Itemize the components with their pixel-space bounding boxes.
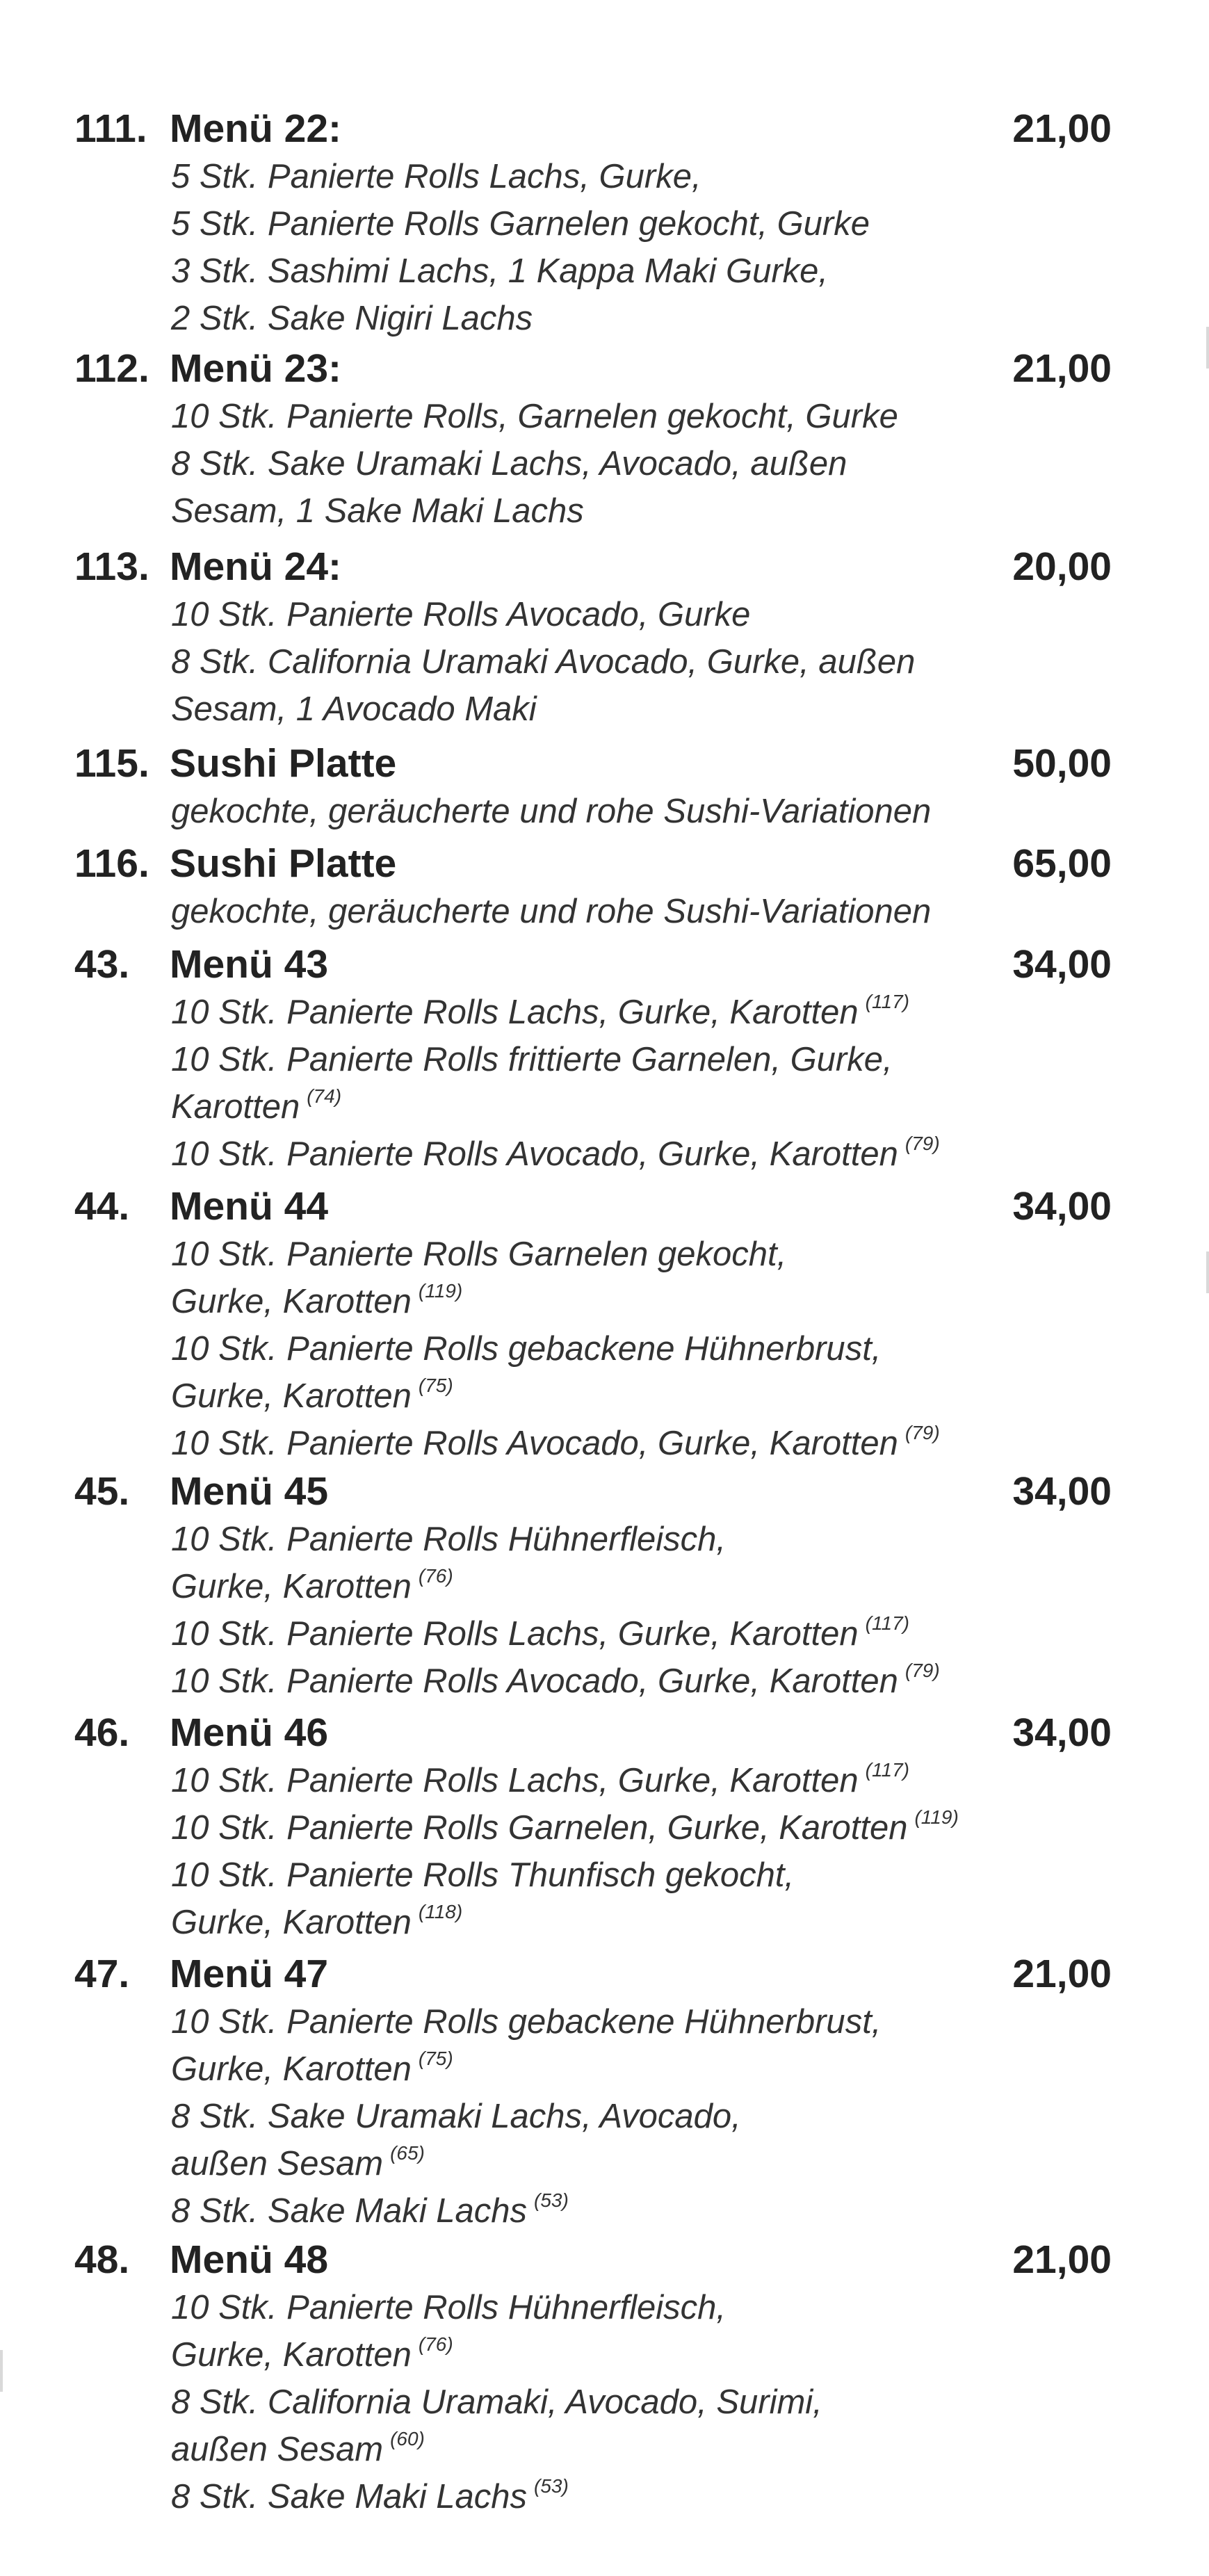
reference-number: (79) (904, 1660, 940, 1681)
menu-item-description (171, 888, 1075, 935)
description-line (171, 1516, 1075, 1563)
menu-item-description (171, 1998, 1075, 2235)
reference-number: (117) (865, 1612, 909, 1634)
description-line (171, 1804, 1075, 1852)
description-text: Gurke, Karotten (171, 2050, 412, 2088)
reference-number: (60) (390, 2428, 425, 2449)
scan-edge-mark (1206, 1251, 1209, 1293)
menu-item-number: 43. (74, 942, 130, 987)
menu-item-number: 112. (74, 346, 149, 391)
menu-item-number: 116. (74, 841, 149, 886)
description-text: 8 Stk. Sake Maki Lachs (171, 2478, 528, 2516)
description-line (171, 989, 1075, 1036)
menu-item-title: Sushi Platte (170, 741, 397, 786)
menu-item-description (171, 989, 1075, 1178)
menu-item-price: 34,00 (1012, 1710, 1112, 1755)
description-text: 10 Stk. Panierte Rolls Lachs, Gurke, Karotten (171, 994, 859, 1031)
reference-number: (75) (418, 1375, 453, 1396)
scan-edge-mark (0, 2350, 3, 2392)
description-text: 10 Stk. Panierte Rolls Hühnerfleisch, (171, 2289, 726, 2326)
reference-number: (74) (307, 1085, 342, 1107)
description-text: 10 Stk. Panierte Rolls Garnelen gekocht, (171, 1236, 787, 1273)
menu-item-description (171, 788, 1075, 835)
description-line (171, 2284, 1075, 2331)
description-line (171, 393, 1075, 440)
description-text: Gurke, Karotten (171, 1568, 412, 1605)
description-text: 2 Stk. Sake Nigiri Lachs (171, 300, 533, 337)
description-line (171, 295, 1075, 342)
menu-item-price: 50,00 (1012, 741, 1112, 786)
description-line (171, 2046, 1075, 2093)
description-line (171, 2187, 1075, 2235)
description-text: Karotten (171, 1088, 300, 1126)
reference-number: (53) (534, 2475, 569, 2497)
menu-item-title: Menü 23: (170, 346, 342, 391)
description-text: 10 Stk. Panierte Rolls frittierte Garnelen, Gurke, (171, 1041, 893, 1078)
description-line (171, 2426, 1075, 2473)
menu-item-number: 115. (74, 741, 149, 786)
description-text: Gurke, Karotten (171, 1283, 412, 1320)
description-line (171, 1610, 1075, 1658)
description-text: 10 Stk. Panierte Rolls Avocado, Gurke, Karotten (171, 1662, 898, 1700)
description-text: 10 Stk. Panierte Rolls Avocado, Gurke (171, 596, 751, 633)
description-line (171, 1325, 1075, 1372)
reference-number: (117) (865, 1759, 909, 1781)
description-line (171, 591, 1075, 638)
reference-number: (76) (418, 2333, 453, 2355)
description-text: 10 Stk. Panierte Rolls Lachs, Gurke, Karotten (171, 1615, 859, 1653)
menu-item-price: 20,00 (1012, 544, 1112, 589)
description-line (171, 487, 1075, 535)
description-line (171, 888, 1075, 935)
description-line (171, 638, 1075, 686)
menu-item-title: Menü 47 (170, 1952, 329, 1996)
description-line (171, 788, 1075, 835)
menu-item-description (171, 1231, 1075, 1467)
menu-item-number: 46. (74, 1710, 130, 1755)
description-text: 8 Stk. California Uramaki, Avocado, Surimi, (171, 2383, 822, 2421)
description-line (171, 1420, 1075, 1467)
description-text: 10 Stk. Panierte Rolls gebackene Hühnerbrust, (171, 2003, 882, 2041)
description-line (171, 1278, 1075, 1325)
description-line (171, 153, 1075, 200)
menu-item-description (171, 393, 1075, 535)
menu-item-number: 45. (74, 1469, 130, 1514)
description-text: gekochte, geräucherte und rohe Sushi-Variationen (171, 893, 932, 930)
description-text: 5 Stk. Panierte Rolls Lachs, Gurke, (171, 158, 701, 195)
description-text: Sesam, 1 Sake Maki Lachs (171, 492, 584, 530)
description-text: Sesam, 1 Avocado Maki (171, 690, 537, 728)
reference-number: (65) (390, 2142, 425, 2164)
description-line (171, 1658, 1075, 1705)
description-text: Gurke, Karotten (171, 1377, 412, 1415)
description-line (171, 2093, 1075, 2140)
menu-item-title: Menü 44 (170, 1184, 329, 1229)
description-line (171, 1563, 1075, 1610)
menu-item-number: 48. (74, 2237, 130, 2282)
menu-item-price: 21,00 (1012, 1952, 1112, 1996)
menu-item-number: 113. (74, 544, 149, 589)
description-line (171, 686, 1075, 733)
menu-item-title: Menü 48 (170, 2237, 329, 2282)
reference-number: (119) (914, 1806, 959, 1828)
description-line (171, 1231, 1075, 1278)
menu-item-description (171, 1516, 1075, 1705)
description-text: Gurke, Karotten (171, 2336, 412, 2374)
menu-item-price: 34,00 (1012, 1469, 1112, 1514)
description-line (171, 440, 1075, 487)
description-text: gekochte, geräucherte und rohe Sushi-Variationen (171, 793, 932, 830)
menu-item-description (171, 2284, 1075, 2520)
description-text: 10 Stk. Panierte Rolls, Garnelen gekocht, Gurke (171, 398, 898, 435)
description-line (171, 2140, 1075, 2187)
reference-number: (79) (904, 1422, 940, 1443)
description-line (171, 1372, 1075, 1420)
description-line (171, 1083, 1075, 1131)
description-text: 10 Stk. Panierte Rolls Garnelen, Gurke, Karotten (171, 1809, 908, 1847)
description-text: 5 Stk. Panierte Rolls Garnelen gekocht, Gurke (171, 205, 870, 243)
description-line (171, 1852, 1075, 1899)
description-line (171, 2331, 1075, 2379)
menu-item-description (171, 153, 1075, 342)
reference-number: (119) (418, 1280, 463, 1302)
description-text: 8 Stk. California Uramaki Avocado, Gurke, außen (171, 643, 916, 681)
description-text: 10 Stk. Panierte Rolls Avocado, Gurke, Karotten (171, 1135, 898, 1173)
menu-item-number: 111. (74, 106, 147, 151)
description-text: 8 Stk. Sake Uramaki Lachs, Avocado, außen (171, 445, 847, 483)
description-line (171, 1131, 1075, 1178)
menu-item-description (171, 1757, 1075, 1946)
description-line (171, 1899, 1075, 1946)
description-text: 10 Stk. Panierte Rolls Thunfisch gekocht, (171, 1856, 795, 1894)
menu-item-price: 21,00 (1012, 106, 1112, 151)
description-text: Gurke, Karotten (171, 1904, 412, 1941)
reference-number: (79) (904, 1133, 940, 1154)
reference-number: (76) (418, 1565, 453, 1587)
description-text: 10 Stk. Panierte Rolls Lachs, Gurke, Karotten (171, 1762, 859, 1799)
description-text: 8 Stk. Sake Maki Lachs (171, 2192, 528, 2230)
menu-item-title: Menü 43 (170, 942, 329, 987)
description-line (171, 200, 1075, 248)
description-line (171, 2379, 1075, 2426)
menu-item-title: Menü 22: (170, 106, 342, 151)
description-text: 10 Stk. Panierte Rolls Avocado, Gurke, Karotten (171, 1425, 898, 1462)
menu-item-price: 21,00 (1012, 2237, 1112, 2282)
description-text: außen Sesam (171, 2431, 384, 2468)
description-text: 8 Stk. Sake Uramaki Lachs, Avocado, (171, 2098, 741, 2135)
menu-item-title: Sushi Platte (170, 841, 397, 886)
menu-item-title: Menü 45 (170, 1469, 329, 1514)
menu-item-price: 34,00 (1012, 1184, 1112, 1229)
description-line (171, 1036, 1075, 1083)
description-line (171, 1757, 1075, 1804)
menu-item-number: 47. (74, 1952, 130, 1996)
reference-number: (118) (418, 1901, 463, 1922)
description-text: 10 Stk. Panierte Rolls Hühnerfleisch, (171, 1521, 726, 1558)
description-text: 10 Stk. Panierte Rolls gebackene Hühnerbrust, (171, 1330, 882, 1368)
menu-item-price: 65,00 (1012, 841, 1112, 886)
menu-item-price: 21,00 (1012, 346, 1112, 391)
description-text: 3 Stk. Sashimi Lachs, 1 Kappa Maki Gurke, (171, 252, 829, 290)
description-text: außen Sesam (171, 2145, 384, 2182)
menu-item-description (171, 591, 1075, 733)
description-line (171, 2473, 1075, 2520)
menu-item-title: Menü 46 (170, 1710, 329, 1755)
menu-item-number: 44. (74, 1184, 130, 1229)
description-line (171, 248, 1075, 295)
reference-number: (53) (534, 2189, 569, 2211)
menu-item-price: 34,00 (1012, 942, 1112, 987)
reference-number: (117) (865, 991, 909, 1012)
reference-number: (75) (418, 2048, 453, 2069)
scan-edge-mark (1206, 327, 1209, 368)
description-line (171, 1998, 1075, 2046)
menu-item-title: Menü 24: (170, 544, 342, 589)
